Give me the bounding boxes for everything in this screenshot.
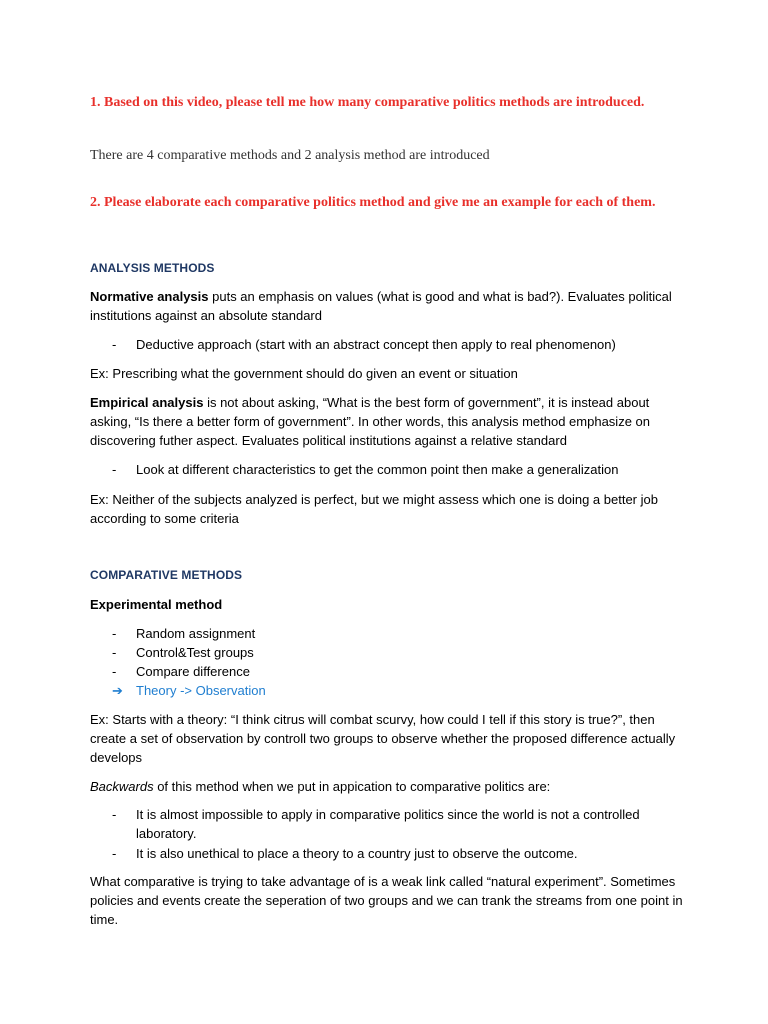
empirical-bullet-text: Look at different characteristics to get the common point then make a generalization [136, 462, 619, 477]
experimental-example: Ex: Starts with a theory: “I think citrus will combat scurvy, how could I tell if this story is true?”, then create a set of observation by controll two groups to observe whether the proposed difference actually develops [90, 712, 676, 765]
experimental-bullet-text: Control&Test groups [136, 645, 254, 660]
experimental-bullet-text: Compare difference [136, 664, 250, 679]
bullet-dash: - [112, 337, 117, 352]
natural-experiment-paragraph: What comparative is trying to take advantage of is a weak link called “natural experiment”. Sometimes policies and events create the seperation of two groups and we can trank the streams from one point in time. [90, 874, 683, 927]
drawback-bullet-1 [112, 805, 672, 843]
analysis-methods-heading: ANALYSIS METHODS [90, 261, 215, 275]
theory-observation-text: Theory -> Observation [136, 683, 266, 698]
bullet-dash: - [112, 645, 117, 660]
normative-term: Normative analysis [90, 289, 209, 304]
drawback-text: It is also unethical to place a theory to a country just to observe the outcome. [136, 846, 578, 861]
empirical-text: is not about asking, “What is the best form of government”, it is instead about asking, “Is there a better form of government”. In other words, this analysis method emphasize on discovering futher aspect. Evaluates political institutions against a relative standard [90, 395, 650, 448]
drawback-text: It is almost impossible to apply in comparative politics since the world is not a controlled laboratory. [136, 807, 640, 841]
normative-text: puts an emphasis on values (what is good and what is bad?). Evaluates political institutions against an absolute standard [90, 289, 672, 323]
backwards-paragraph [90, 777, 690, 796]
bullet-dash: - [112, 846, 117, 861]
empirical-example: Ex: Neither of the subjects analyzed is perfect, but we might assess which one is doing a better job according to some criteria [90, 492, 658, 526]
bullet-dash: - [112, 807, 117, 822]
comparative-methods-heading: COMPARATIVE METHODS [90, 568, 243, 582]
normative-analysis-paragraph [90, 287, 690, 325]
experimental-bullet-text: Random assignment [136, 626, 256, 641]
question-1: 1. Based on this video, please tell me how many comparative politics methods are introduced. [90, 95, 645, 110]
bullet-dash: - [112, 462, 117, 477]
normative-bullet-text: Deductive approach (start with an abstract concept then apply to real phenomenon) [136, 337, 616, 352]
experimental-method-title: Experimental method [90, 597, 223, 612]
empirical-term: Empirical analysis [90, 395, 204, 410]
question-2: 2. Please elaborate each comparative politics method and give me an example for each of them. [90, 195, 656, 210]
empirical-analysis-paragraph [90, 393, 690, 450]
arrow-right-icon: ➔ [112, 683, 123, 698]
normative-example: Ex: Prescribing what the government should do given an event or situation [90, 366, 518, 381]
bullet-dash: - [112, 664, 117, 679]
backwards-term: Backwards [90, 779, 154, 794]
bullet-dash: - [112, 626, 117, 641]
answer-1: There are 4 comparative methods and 2 analysis method are introduced [90, 148, 490, 163]
backwards-text: of this method when we put in appication to comparative politics are: [153, 779, 551, 794]
